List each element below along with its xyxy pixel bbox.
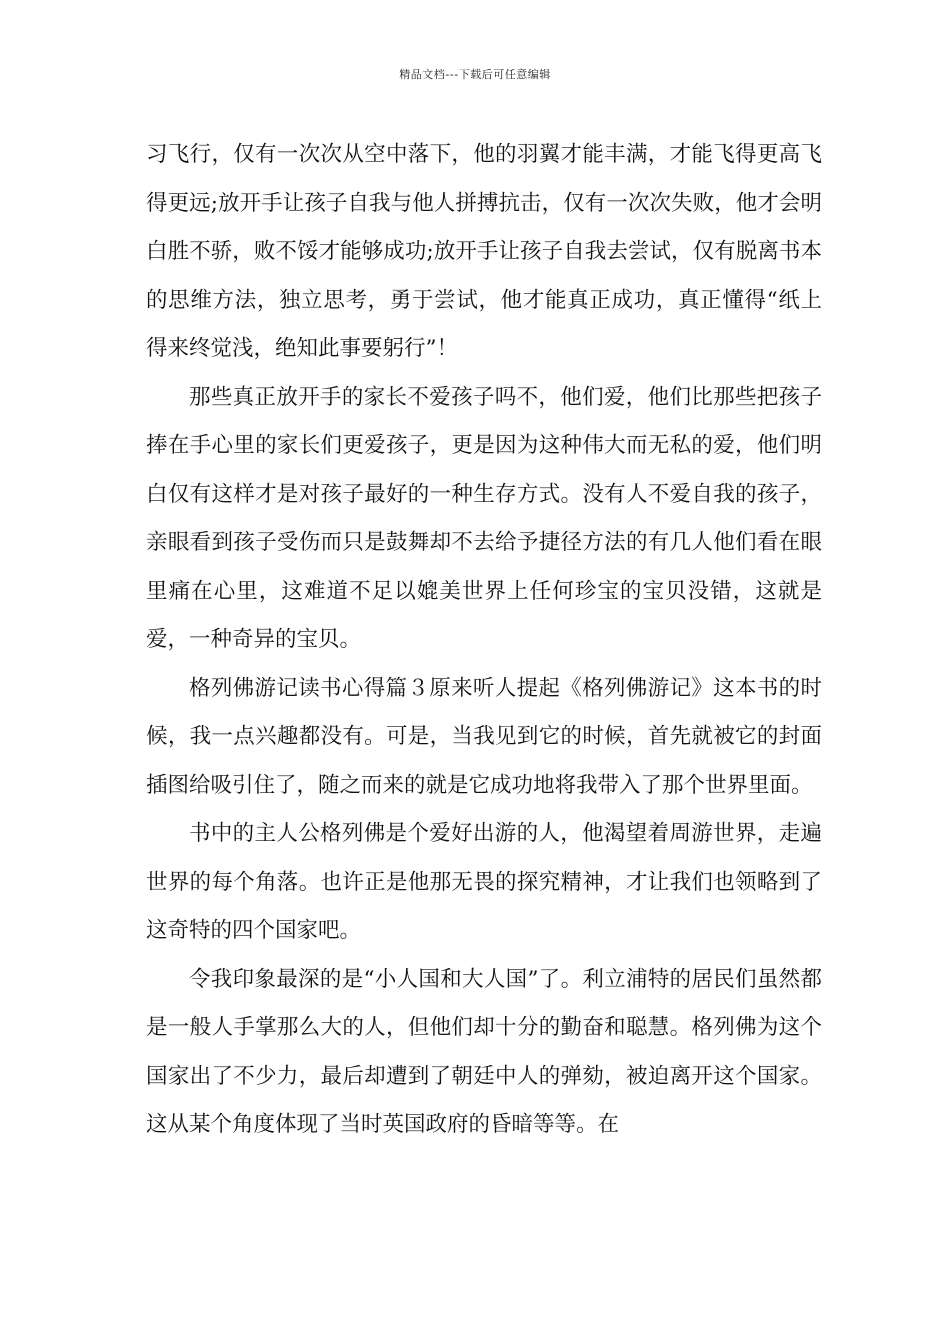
paragraph: 令我印象最深的是“小人国和大人国”了。利立浦特的居民们虽然都是一般人手掌那么大的人，但他们却十分的勤奋和聪慧。格列佛为这个国家出了不少力，最后却遭到了朝廷中人的弹劾，被迫离开这个国家。这从某个角度体现了当时英国政府的昏暗等等。在	[146, 966, 822, 1137]
document-body	[146, 131, 822, 1150]
paragraph: 格列佛游记读书心得篇３原来听人提起《格列佛游记》这本书的时候，我一点兴趣都没有。可是，当我见到它的时候，首先就被它的封面插图给吸引住了，随之而来的就是它成功地将我带入了那个世界里面。	[146, 675, 822, 798]
page-header: 精品文档---下载后可任意编辑	[399, 68, 551, 81]
paragraph-continued: 习飞行，仅有一次次从空中落下，他的羽翼才能丰满，才能飞得更高飞得更远;放开手让孩子自我与他人拼搏抗击，仅有一次次失败，他才会明白胜不骄，败不馁才能够成功;放开手让孩子自我去尝试，仅有脱离书本的思维方法，独立思考，勇于尝试，他才能真正成功，真正懂得“纸上得来终觉浅，绝知此事要躬行”！	[146, 142, 822, 361]
paragraph: 书中的主人公格列佛是个爱好出游的人，他渴望着周游世界，走遍世界的每个角落。也许正是他那无畏的探究精神，才让我们也领略到了这奇特的四个国家吧。	[146, 821, 822, 943]
paragraph: 那些真正放开手的家长不爱孩子吗不，他们爱，他们比那些把孩子捧在手心里的家长们更爱孩子，更是因为这种伟大而无私的爱，他们明白仅有这样才是对孩子最好的一种生存方式。没有人不爱自我的孩子，亲眼看到孩子受伤而只是鼓舞却不去给予捷径方法的有几人他们看在眼里痛在心里，这难道不足以媲美世界上任何珍宝的宝贝没错，这就是爱，一种奇异的宝贝。	[146, 384, 822, 652]
